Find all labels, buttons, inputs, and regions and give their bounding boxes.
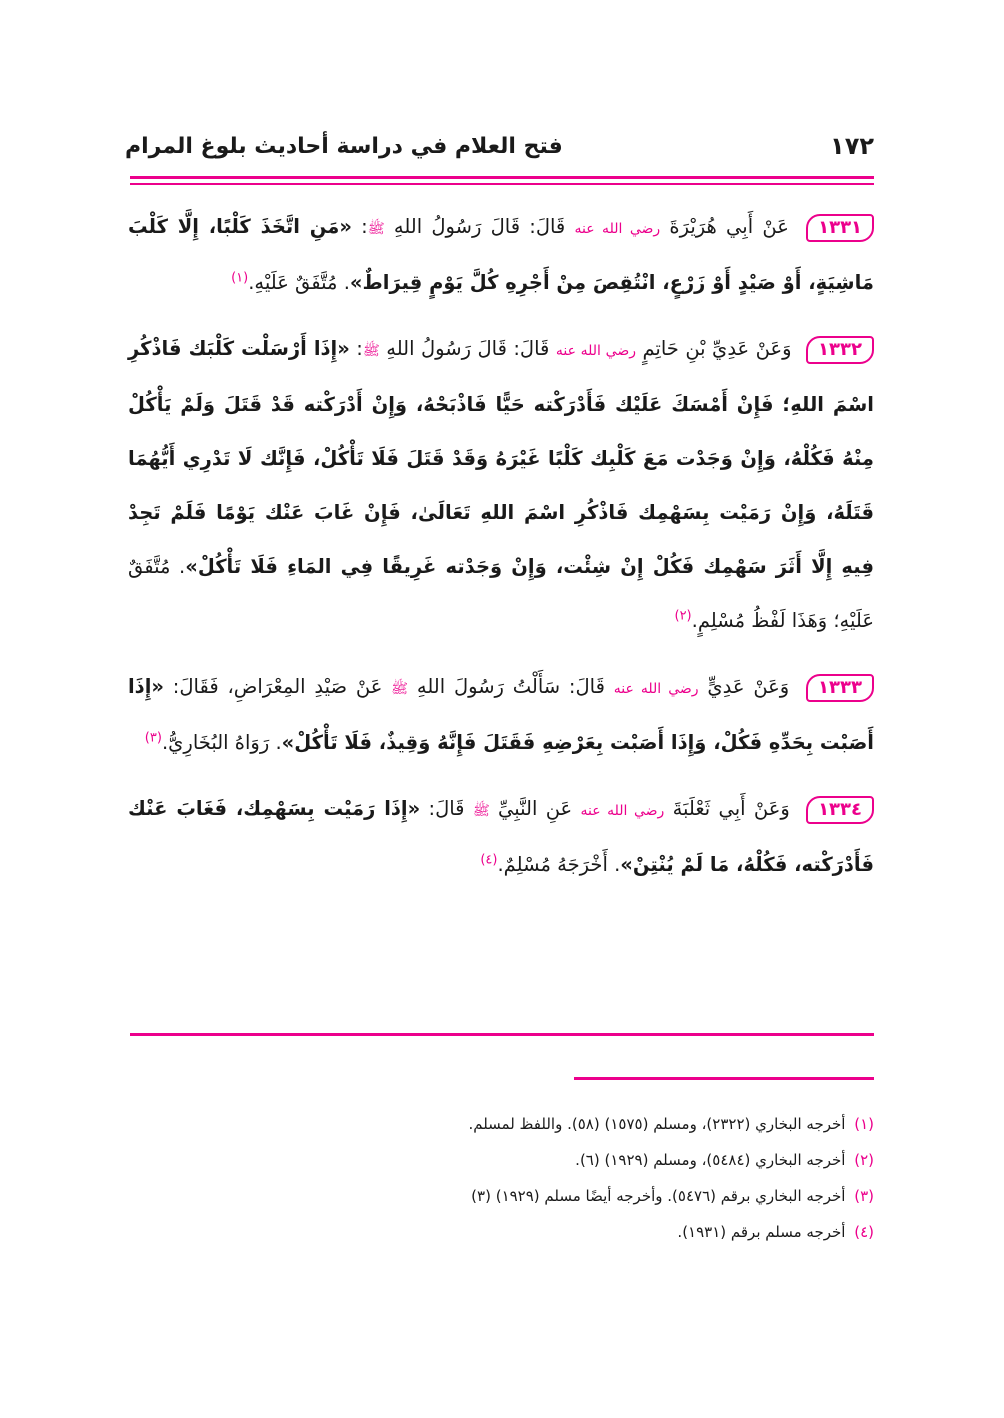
footnote-reference[interactable]: (٢) (674, 608, 692, 624)
footnote-number: (٣) (854, 1187, 874, 1205)
hadith-text: ١٣٣١ عَنْ أَبِي هُرَيْرَةَ رضي الله عنه قَالَ: قَالَ رَسُولُ اللهِ ﷺ: «مَنِ اتَّخَذَ كَلْبًا، إِلَّا كَلْبَ مَاشِيَةٍ، أَوْ صَيْدٍ أَوْ زَرْعٍ، انْتُقِصَ مِنْ أَجْرِهِ كُلَّ يَوْمٍ قِيرَاطٌ». مُتَّفَقٌ عَلَيْهِ.$^{(١)}$ (128, 215, 874, 294)
salutation-icon: ﷺ (391, 681, 409, 697)
hadith-number-badge: ١٣٣١ (806, 214, 874, 242)
salutation-icon: ﷺ (472, 803, 490, 819)
header-divider-thin (130, 183, 874, 185)
footnote-item (130, 1142, 874, 1178)
salutation-icon: ﷺ (362, 343, 380, 359)
honorific-icon: رضي الله عنه (555, 343, 636, 359)
hadith-said: قَالَ: قَالَ رَسُولُ اللهِ (393, 215, 566, 238)
page-header (125, 126, 874, 166)
hadith-question: قَالَ: (428, 797, 465, 820)
hadith-closing: . رَوَاهُ البُخَارِيُّ. (161, 731, 282, 754)
content-divider (130, 1033, 874, 1036)
footnote-text: أخرجه البخاري برقم (٥٤٧٦). وأخرجه أيضًا مسلم (١٩٢٩) (٣) (471, 1187, 846, 1205)
footnote-item (130, 1178, 874, 1214)
hadith-number-badge: ١٣٣٣ (806, 674, 874, 702)
hadith-quote: «مَنِ اتَّخَذَ كَلْبًا، إِلَّا كَلْبَ مَاشِيَةٍ، أَوْ صَيْدٍ أَوْ زَرْعٍ، انْتُقِصَ مِنْ أَجْرِهِ كُلَّ يَوْمٍ قِيرَاطٌ» (128, 215, 874, 294)
footnote-reference[interactable]: (٣) (144, 730, 162, 746)
footnote-text: أخرجه البخاري (٢٣٢٢)، ومسلم (١٥٧٥) (٥٨). واللفظ لمسلم. (468, 1115, 846, 1133)
footnote-separator (574, 1077, 874, 1080)
hadith-closing: . مُتَّفَقٌ عَلَيْهِ. (248, 271, 350, 294)
hadith-1331 (128, 200, 874, 310)
hadith-said: قَالَ: قَالَ رَسُولُ اللهِ (386, 337, 550, 360)
hadith-number-badge: ١٣٣٤ (806, 796, 874, 824)
salutation-icon: ﷺ (367, 221, 385, 237)
footnotes (130, 1106, 874, 1250)
book-title: فتح العلام في دراسة أحاديث بلوغ المرام (125, 133, 563, 159)
footnote-reference[interactable]: (١) (231, 270, 249, 286)
hadith-number-badge: ١٣٣٢ (806, 336, 874, 364)
hadith-said: عَنِ النَّبِيِّ (498, 797, 573, 820)
hadith-intro: وَعَنْ أَبِي ثَعْلَبَةَ (672, 797, 790, 820)
footnote-number: (٤) (854, 1223, 874, 1241)
hadith-intro: عَنْ أَبِي هُرَيْرَةَ (669, 215, 789, 238)
footnote-reference[interactable]: (٤) (480, 852, 498, 868)
hadith-closing: . أَخْرَجَهُ مُسْلِمٌ. (497, 853, 621, 876)
header-divider (130, 176, 874, 186)
header-divider-thick (130, 176, 874, 179)
honorific-icon: رضي الله عنه (613, 681, 699, 697)
hadith-closing: . مُتَّفَقٌ عَلَيْهِ؛ وَهَذَا لَفْظُ مُسْلِمٍ. (128, 555, 874, 632)
footnote-number: (٢) (854, 1151, 874, 1169)
hadith-question: عَنْ صَيْدِ المِعْرَاضِ، فَقَالَ: (172, 675, 383, 698)
hadith-intro: وَعَنْ عَدِيِّ بْنِ حَاتِمٍ (642, 337, 792, 360)
footnote-item (130, 1106, 874, 1142)
hadith-quote: «إِذَا أَرْسَلْت كَلْبَك فَاذْكُرِ اسْمَ اللهِ؛ فَإِنْ أَمْسَكَ عَلَيْك فَأَدْرَكْته حَيًّا فَاذْبَحْهُ، وَإِنْ أَدْرَكْته قَدْ قَتَلَ وَلَمْ يَأْكُلْ مِنْهُ فَكُلْهُ، وَإِنْ وَجَدْت مَعَ كَلْبِك كَلْبًا غَيْرَهُ وَقَدْ قَتَلَ فَلَا تَأْكُلْ، فَإِنَّك لَا تَدْرِي أَيُّهُمَا قَتَلَهُ، وَإِنْ رَمَيْت بِسَهْمِك فَاذْكُرِ اسْمَ اللهِ تَعَالَىٰ، فَإِنْ غَابَ عَنْك يَوْمًا فَلَمْ تَجِدْ فِيهِ إِلَّا أَثَرَ سَهْمِك فَكُلْ إِنْ شِئْت، وَإِنْ وَجَدْته غَرِيقًا فِي المَاءِ فَلَا تَأْكُلْ» (128, 337, 874, 578)
hadith-list (128, 200, 874, 904)
footnote-item (130, 1214, 874, 1250)
hadith-text: ١٣٣٢ وَعَنْ عَدِيِّ بْنِ حَاتِمٍ رضي الله عنه قَالَ: قَالَ رَسُولُ اللهِ ﷺ: «إِذَا أَرْسَلْت كَلْبَك فَاذْكُرِ اسْمَ اللهِ؛ فَإِنْ أَمْسَكَ عَلَيْك فَأَدْرَكْته حَيًّا فَاذْبَحْهُ، وَإِنْ أَدْرَكْته قَدْ قَتَلَ وَلَمْ يَأْكُلْ مِنْهُ فَكُلْهُ، وَإِنْ وَجَدْت مَعَ كَلْبِك كَلْبًا غَيْرَهُ وَقَدْ قَتَلَ فَلَا تَأْكُلْ، فَإِنَّك لَا تَدْرِي أَيُّهُمَا قَتَلَهُ، وَإِنْ رَمَيْت بِسَهْمِك فَاذْكُرِ اسْمَ اللهِ تَعَالَىٰ، فَإِنْ غَابَ عَنْك يَوْمًا فَلَمْ تَجِدْ فِيهِ إِلَّا أَثَرَ سَهْمِك فَكُلْ إِنْ شِئْت، وَإِنْ وَجَدْته غَرِيقًا فِي المَاءِ فَلَا تَأْكُلْ». مُتَّفَقٌ عَلَيْهِ؛ وَهَذَا لَفْظُ مُسْلِمٍ.$^{(٢)}$ (128, 337, 874, 632)
footnote-text: أخرجه مسلم برقم (١٩٣١). (677, 1223, 846, 1241)
honorific-icon: رضي الله عنه (574, 221, 661, 237)
page-number: ١٧٢ (830, 132, 874, 160)
hadith-text (128, 782, 874, 892)
hadith-quote: «إِذَا أَصَبْت بِحَدِّهِ فَكُلْ، وَإِذَا أَصَبْت بِعَرْضِهِ فَقَتَلَ فَإِنَّهُ وَقِيذٌ، فَلَا تَأْكُلْ» (128, 675, 874, 754)
hadith-1332 (128, 322, 874, 648)
hadith-text (128, 660, 874, 770)
hadith-said: قَالَ: سَأَلْتُ رَسُولَ اللهِ (416, 675, 605, 698)
footnote-text: أخرجه البخاري (٥٤٨٤)، ومسلم (١٩٢٩) (٦). (575, 1151, 846, 1169)
hadith-1333 (128, 660, 874, 770)
hadith-quote: «إِذَا رَمَيْت بِسَهْمِك، فَغَابَ عَنْك فَأَدْرَكْته، فَكُلْهُ، مَا لَمْ يُنْتِنْ» (128, 797, 874, 876)
hadith-1334 (128, 782, 874, 892)
footnote-number: (١) (854, 1115, 874, 1133)
honorific-icon: رضي الله عنه (580, 803, 665, 819)
hadith-intro: وَعَنْ عَدِيٍّ (707, 675, 790, 698)
